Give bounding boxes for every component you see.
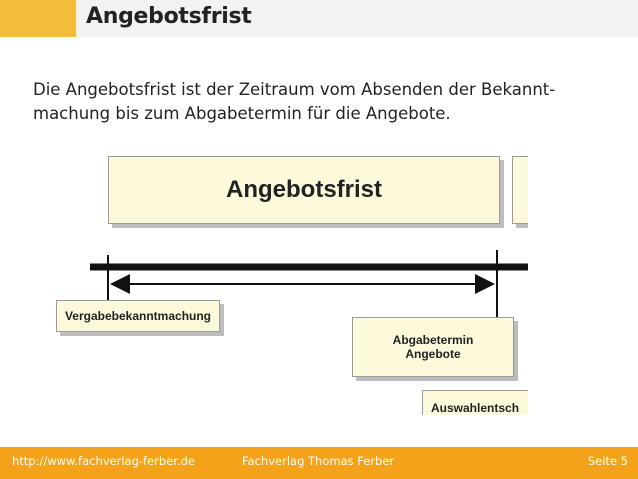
- intro-text: [33, 78, 593, 126]
- start-box-label: Vergabebekanntmachung: [64, 309, 212, 323]
- intro-line-1: Die Angebotsfrist ist der Zeitraum vom Absenden der Bekannt-: [33, 80, 556, 99]
- start-box: [56, 300, 220, 332]
- header-accent: [0, 0, 76, 37]
- partial-box-label: Auswahlentsch: [431, 401, 520, 415]
- end-box: [352, 317, 514, 377]
- end-box-line-1: Abgabetermin: [392, 333, 474, 347]
- footer-url-link[interactable]: http://www.fachverlag-ferber.de: [12, 454, 195, 468]
- footer-page-number: Seite 5: [587, 454, 628, 468]
- intro-line-2: machung bis zum Abgabetermin für die Angebote.: [33, 104, 451, 123]
- end-box-label: [353, 318, 513, 376]
- footer-bar: [0, 447, 638, 479]
- footer-publisher: Fachverlag Thomas Ferber: [242, 454, 395, 468]
- timeline-diagram: [40, 150, 528, 415]
- end-box-line-2: Angebote: [405, 347, 461, 361]
- slide-title: Angebotsfrist: [86, 4, 252, 29]
- partial-box: [422, 390, 528, 415]
- title-box-label: Angebotsfrist: [226, 176, 382, 203]
